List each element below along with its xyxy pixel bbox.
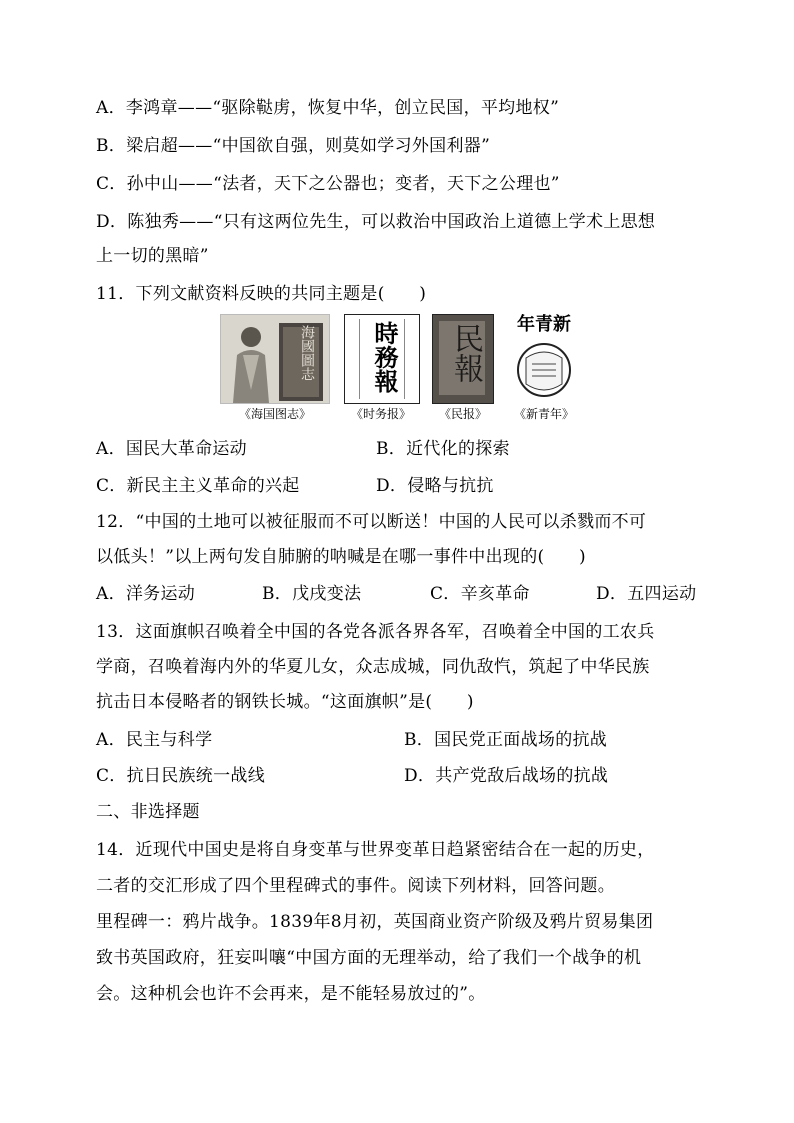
q12-stem-line-1: 12．“中国的土地可以被征服而不可以断送！中国的人民可以杀戮而不可 — [96, 512, 647, 532]
q11-option-c: C．新民主主义革命的兴起 — [96, 476, 300, 496]
figure-haiguotuzhi — [220, 312, 330, 424]
q12-option-a: A．洋务运动 — [96, 584, 196, 604]
q13-stem-line-1: 13．这面旗帜召唤着全中国的各党各派各界各军，召唤着全中国的工农兵 — [96, 622, 655, 642]
shiwubao-cover-text: 時務報 — [370, 321, 399, 393]
q10-option-a: A．李鸿章——“驱除鞑虏，恢复中华，创立民国，平均地权” — [96, 98, 560, 118]
section-title-non-choice: 二、非选择题 — [96, 802, 200, 822]
q13-option-c: C．抗日民族统一战线 — [96, 766, 266, 786]
q10-option-c: C．孙中山——“法者，天下之公器也；变者，天下之公理也” — [96, 174, 560, 194]
caption-shiwubao: 《时务报》 — [350, 407, 411, 421]
xinqingnian-emblem — [508, 336, 580, 402]
caption-haiguotuzhi: 《海国图志》 — [238, 407, 311, 421]
q13-option-b: B．国民党正面战场的抗战 — [404, 730, 608, 750]
minbao-cover-text: 民報 — [448, 323, 483, 383]
figure-shiwubao — [340, 312, 422, 424]
q10-option-b: B．梁启超——“中国欲自强，则莫如学习外国利器” — [96, 136, 491, 156]
q10-option-d: D．陈独秀——“只有这两位先生，可以救治中国政治上道德上学术上思想 — [96, 212, 656, 232]
q13-option-d: D．共产党敌后战场的抗战 — [404, 766, 609, 786]
shiwubao-image — [344, 314, 420, 404]
q12-option-c: C．辛亥革命 — [430, 584, 530, 604]
q11-figures — [216, 312, 586, 424]
haiguotuzhi-image — [220, 314, 330, 404]
minbao-image — [432, 314, 494, 404]
q11-stem: 11．下列文献资料反映的共同主题是( ) — [96, 284, 427, 304]
q14-line-1: 14．近现代中国史是将自身变革与世界变革日趋紧密结合在一起的历史， — [96, 840, 655, 860]
caption-xinqingnian: 《新青年》 — [513, 407, 574, 421]
q13-stem-line-2: 学商，召唤着海内外的华夏儿女，众志成城，同仇敌忾，筑起了中华民族 — [96, 657, 650, 677]
caption-minbao: 《民报》 — [438, 407, 487, 421]
q11-option-d: D．侵略与抗抗 — [376, 476, 494, 496]
haiguotuzhi-cover-text: 海國圖志 — [299, 325, 315, 381]
q14-line-3: 里程碑一：鸦片战争。1839年8月初，英国商业资产阶级及鸦片贸易集团 — [96, 912, 654, 932]
q12-option-b: B．戊戌变法 — [262, 584, 362, 604]
q11-option-a: A．国民大革命运动 — [96, 439, 247, 459]
q10-option-d-continued: 上一切的黑暗” — [96, 246, 209, 266]
figure-xinqingnian — [504, 312, 584, 424]
q11-option-b: B．近代化的探索 — [376, 439, 510, 459]
xinqingnian-cover-text: 新青年 — [517, 314, 571, 335]
q12-stem-line-2: 以低头！”以上两句发自肺腑的呐喊是在哪一事件中出现的( ) — [96, 547, 586, 567]
q12-option-d: D．五四运动 — [596, 584, 697, 604]
q14-line-4: 致书英国政府，狂妄叫嚷“中国方面的无理举动，给了我们一个战争的机 — [96, 948, 642, 968]
q13-stem-line-3: 抗击日本侵略者的钢铁长城。“这面旗帜”是( ) — [96, 692, 474, 712]
xinqingnian-image — [508, 314, 580, 402]
q14-line-2: 二者的交汇形成了四个里程碑式的事件。阅读下列材料，回答问题。 — [96, 876, 615, 896]
figure-minbao — [430, 312, 496, 424]
q14-line-5: 会。这种机会也许不会再来，是不能轻易放过的”。 — [96, 984, 486, 1004]
q13-option-a: A．民主与科学 — [96, 730, 213, 750]
